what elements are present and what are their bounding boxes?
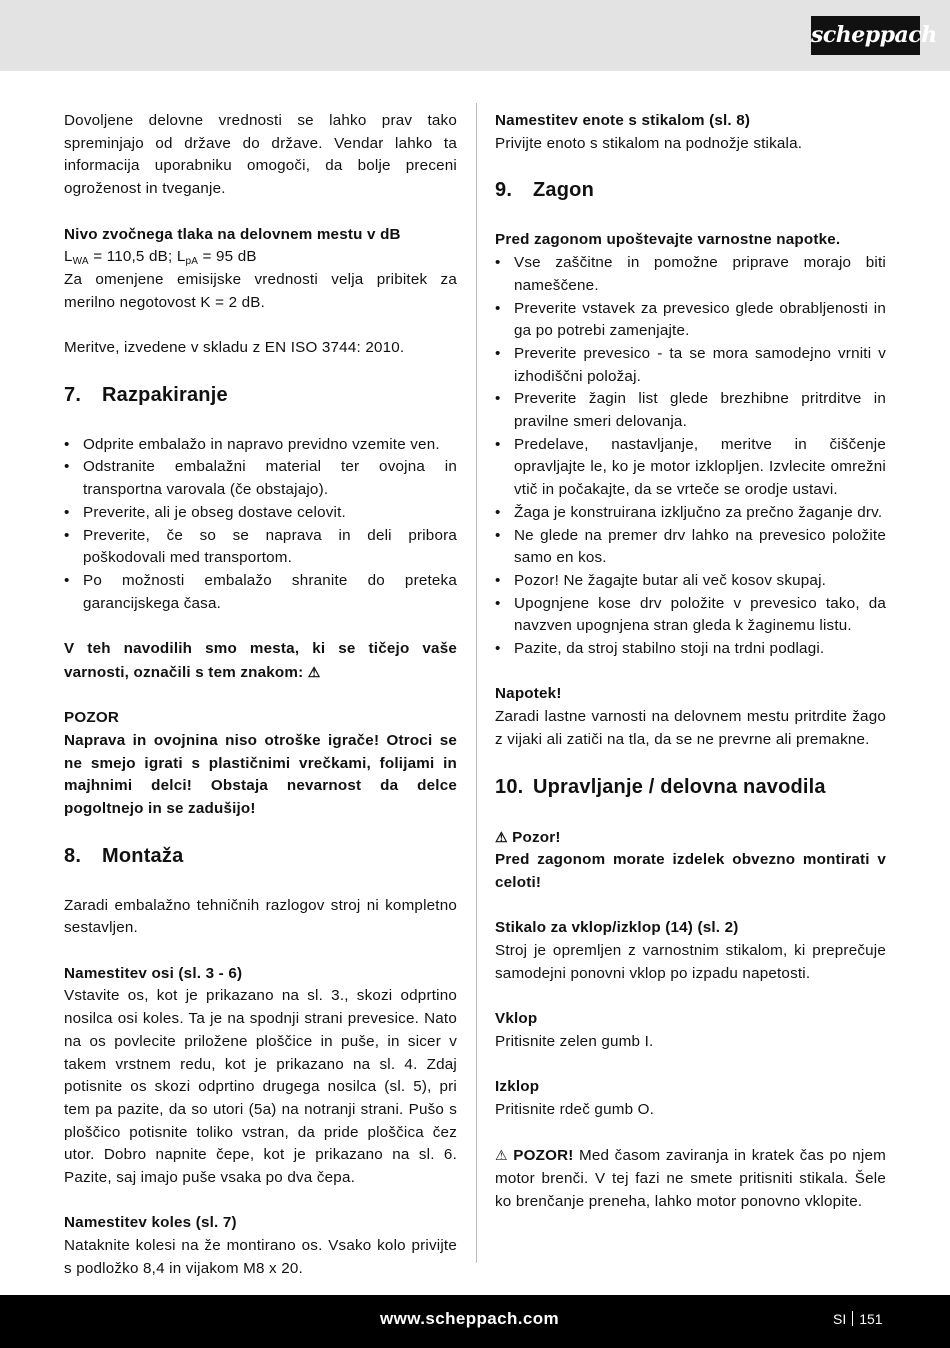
section-8-heading: 8. Montaža	[64, 844, 184, 867]
startup-intro: Pred zagonom upoštevajte varnostne napotke.	[495, 231, 841, 249]
measurement-text: Meritve, izvedene v skladu z EN ISO 3744: 2010.	[64, 339, 405, 356]
izklop-text: Pritisnite rdeč gumb O.	[495, 1100, 655, 1118]
braking-warning: ⚠ POZOR! Med časom zaviranja in kratek čas po njem motor brenči. V tej fazi ne smete pritisniti stikala. Šele ko brenčanje preneha, lahko motor ponovno vklopite.	[495, 1144, 886, 1213]
footer-bar	[0, 1295, 950, 1348]
pozor-label: POZOR	[64, 709, 120, 727]
list-item: • Preverite žagin list glede brezhibne pritrditve in pravilne smeri delovanja.	[495, 388, 886, 433]
header-bar	[0, 0, 950, 71]
startup-list	[495, 252, 886, 661]
axle-text: Vstavite os, kot je prikazano na sl. 3., skozi odprtino nosilca osi koles. Ta je na spodnji strani prevesice. Nato na os povlecite priložene ploščice in puše, in sicer v takem vrstnem redu, kot je prikazano na sl. 4. Zdaj potisnite os skozi odprtino drugega nosilca (sl. 5), pri tem pa pazite, da so utori (5a) na notranji strani. Pušo s ploščico potisnite toliko vstran, da pride ploščica čez utor. Dobro napnite čepe, kot je prikazano na sl. 6. Pazite, saj imajo puše vsaka po dva čepa.	[64, 987, 457, 1187]
list-item: • Pazite, da stroj stabilno stoji na trdni podlagi.	[495, 638, 886, 661]
pozor-label: ⚠ Pozor!	[495, 826, 886, 850]
vklop-label: Vklop	[495, 1010, 538, 1028]
list-item: • Po možnosti embalažo shranite do preteka garancijskega časa.	[64, 570, 457, 615]
section-7-heading: 7. Razpakiranje	[64, 383, 228, 406]
napotek-text: Zaradi lastne varnosti na delovnem mestu pritrdite žago z vijaki ali zatiči na tla, da se ne prevrne ali premakne.	[495, 708, 886, 748]
switch-unit-text: Privijte enoto s stikalom na podnožje stikala.	[495, 134, 803, 152]
left-column	[64, 110, 457, 1281]
list-item: • Odprite embalažo in napravo previdno vzemite ven.	[64, 434, 457, 457]
wheels-text: Nataknite kolesi na že montirano os. Vsako kolo privijte s podložko 8,4 in vijakom M8 x 20.	[64, 1237, 457, 1277]
noise-values: $L_{WA} = 110,5$ dB; $L_{pA} = 95$ dB	[64, 248, 257, 268]
onoff-text: Stroj je opremljen z varnostnim stikalom, ki preprečuje samodejni ponovni vklop po izpadu napetosti.	[495, 942, 886, 982]
column-divider	[476, 103, 477, 1263]
safety-note: V teh navodilih smo mesta, ki se tičejo vaše varnosti, označili s tem znakom: ⚠	[64, 638, 457, 684]
izklop-label: Izklop	[495, 1078, 540, 1096]
pozor-text: Pred zagonom morate izdelek obvezno montirati v celoti!	[495, 851, 886, 891]
list-item: • Preverite prevesico - ta se mora samodejno vrniti v izhodiščni položaj.	[495, 343, 886, 388]
warning-triangle-icon: ⚠	[495, 1147, 508, 1164]
scheppach-logo: scheppach	[811, 16, 920, 55]
list-item: • Odstranite embalažni material ter ovojna in transportna varovala (če obstajajo).	[64, 456, 457, 501]
unpacking-list	[64, 434, 457, 616]
noise-title: Nivo zvočnega tlaka na delovnem mestu v dB	[64, 225, 401, 243]
list-item: • Preverite, če so se naprava in deli pribora poškodovali med transportom.	[64, 525, 457, 570]
switch-unit-title: Namestitev enote s stikalom (sl. 8)	[495, 112, 751, 129]
list-item: • Žaga je konstruirana izključno za prečno žaganje drv.	[495, 502, 886, 525]
warning-triangle-icon: ⚠	[495, 828, 508, 845]
assembly-text: Zaradi embalažno tehničnih razlogov stroj ni kompletno sestavljen.	[64, 896, 457, 937]
noise-text: Za omenjene emisijske vrednosti velja pribitek za merilno negotovost K = 2 dB.	[64, 270, 457, 311]
website-url: www.scheppach.com	[380, 1309, 560, 1328]
list-item: • Upognjene kose drv položite v prevesico tako, da navzven upognjena stran gleda k žaginemu listu.	[495, 593, 886, 638]
wheels-title: Namestitev koles (sl. 7)	[64, 1214, 237, 1232]
language-code: SI	[833, 1311, 847, 1327]
vklop-text: Pritisnite zelen gumb I.	[495, 1032, 654, 1050]
list-item: • Ne glede na premer drv lahko na prevesico položite samo en kos.	[495, 525, 886, 570]
warning-triangle-icon: ⚠	[307, 663, 321, 680]
list-item: • Pozor! Ne žagajte butar ali več kosov skupaj.	[495, 570, 886, 593]
onoff-title: Stikalo za vklop/izklop (14) (sl. 2)	[495, 919, 739, 937]
list-item: • Preverite vstavek za prevesico glede obrabljenosti in ga po potrebi zamenjajte.	[495, 298, 886, 343]
napotek-label: Napotek!	[495, 685, 562, 703]
pozor-text: Naprava in ovojnina niso otroške igrače! Otroci se ne smejo igrati s plastičnimi vrečkami, folijami in majhnimi delci! Obstaja nevarnost da delce pogoltnejo in se zadušijo!	[64, 731, 457, 817]
axle-title: Namestitev osi (sl. 3 - 6)	[64, 964, 243, 982]
right-column	[495, 110, 886, 1213]
page-number: 151	[859, 1311, 883, 1327]
section-9-heading: 9. Zagon	[495, 179, 594, 202]
intro-paragraph: Dovoljene delovne vrednosti se lahko prav tako spreminjajo od države do države. Vendar lahko ta informacija uporabniku omogoči, da bolje preceni ogroženost in tveganje.	[64, 112, 457, 198]
list-item: • Vse zaščitne in pomožne priprave morajo biti nameščene.	[495, 252, 886, 297]
list-item: • Preverite, ali je obseg dostave celovit.	[64, 502, 457, 525]
section-10-heading: 10. Upravljanje / delovna navodila	[495, 775, 826, 798]
page-indicator	[833, 1311, 883, 1327]
list-item: • Predelave, nastavljanje, meritve in čiščenje opravljajte le, ko je motor izklopljen. Izvlecite omrežni vtič in počakajte, da se vrteče se orodje ustavi.	[495, 434, 886, 502]
